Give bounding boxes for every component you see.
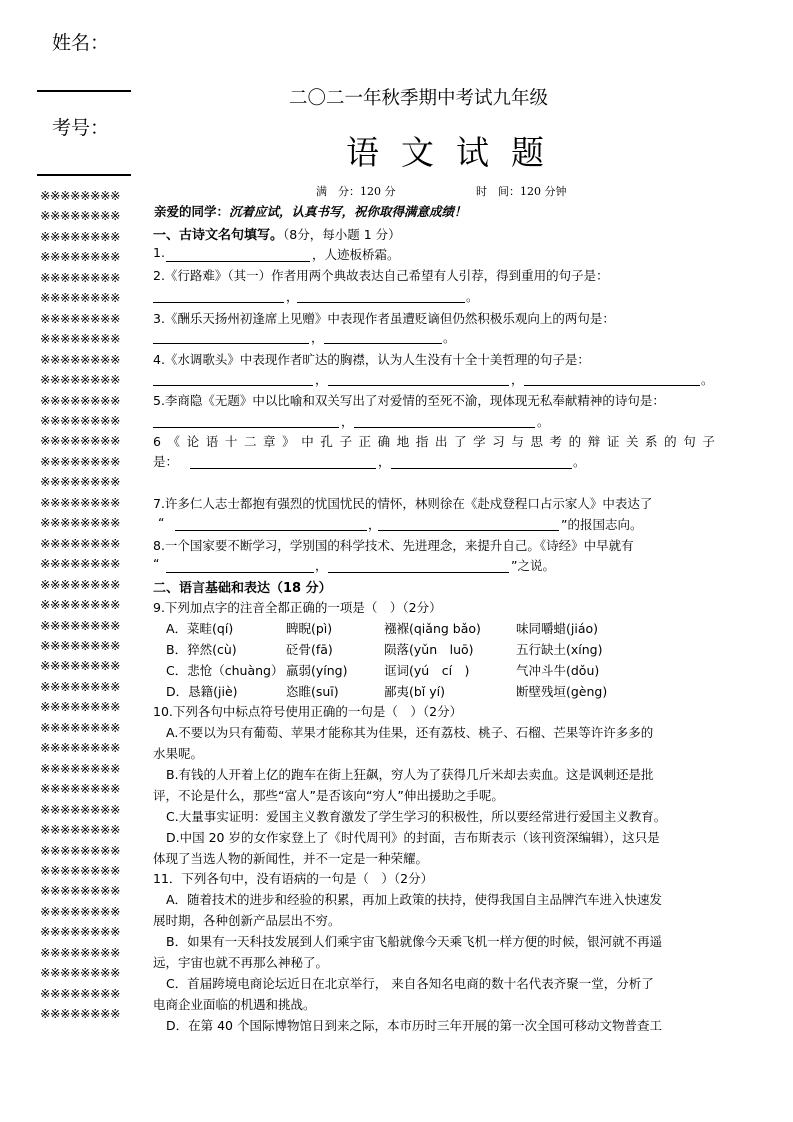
seal-mark-row: ※※※※※※※※ (40, 474, 121, 490)
q8-open-quote: “ (153, 556, 160, 571)
seal-mark-row: ※※※※※※※※ (40, 556, 121, 572)
q8-comma: ， (315, 558, 328, 573)
q10-option-c[interactable]: C.大量事实证明：爱国主义教育激发了学生学习的积极性，所以要经常进行爱国主义教育。 (166, 809, 667, 824)
q5-comma: ， (341, 414, 354, 429)
q6-blank-1[interactable] (190, 468, 376, 469)
q4-blank-2[interactable] (328, 385, 509, 386)
seal-mark-row: ※※※※※※※※ (40, 310, 121, 326)
seal-mark-row: ※※※※※※※※ (40, 453, 121, 469)
time-info: 时 间：120 分钟 (476, 185, 567, 198)
q9-option-a[interactable]: A．菜畦(qí) (166, 621, 234, 636)
seal-mark-row: ※※※※※※※※ (40, 965, 121, 981)
name-line[interactable] (37, 90, 131, 92)
q10-option-b[interactable]: B.有钱的人开着上亿的跑车在街上狂飙，穷人为了获得几斤米却去卖血。这是讽刺还是批 (166, 767, 654, 782)
q7-blank-2[interactable] (378, 530, 559, 531)
q11-option-d[interactable]: D．在第 40 个国际博物馆日到来之际，本市历时三年开展的第一次全国可移动文物普查工 (166, 1018, 662, 1033)
seal-mark-row: ※※※※※※※※ (40, 576, 121, 592)
seal-mark-row: ※※※※※※※※ (40, 883, 121, 899)
subject-title: 语文试题 (346, 133, 566, 172)
seal-mark-row: ※※※※※※※※ (40, 637, 121, 653)
q10-option-b-cont: 评，不论是什么，那些“富人”是否该向“穷人”伸出援助之手呢。 (153, 788, 504, 803)
q10-option-a[interactable]: A.不要以为只有葡萄、苹果才能称其为佳果，还有荔枝、桃子、石榴、芒果等许许多多的 (166, 725, 654, 740)
seal-mark-row: ※※※※※※※※ (40, 719, 121, 735)
seal-mark-row: ※※※※※※※※ (40, 822, 121, 838)
q7-blank-1[interactable] (175, 530, 367, 531)
q10-option-a-cont: 水果呢。 (153, 746, 204, 761)
q5-blank-2[interactable] (354, 427, 535, 428)
q9-text: 9.下列加点字的注音全都正确的一项是（ ）（2分） (153, 600, 442, 615)
name-label: 姓名： (52, 32, 110, 54)
greeting-lead: 亲爱的同学： (154, 204, 230, 219)
q6-period: 。 (573, 454, 586, 469)
q9-option-item: 砭骨(fā) (286, 642, 333, 657)
seal-mark-row: ※※※※※※※※ (40, 535, 121, 551)
greeting-body: 沉着应试，认真书写，祝你取得满意成绩！ (229, 204, 467, 219)
seal-mark-row: ※※※※※※※※ (40, 249, 121, 265)
score-info: 满 分：120 分 (316, 185, 396, 198)
q9-option-item: 羸弱(yíng) (286, 663, 348, 678)
q7-text: 7.许多仁人志士都抱有强烈的忧国忧民的情怀，林则徐在《赴戍登程口占示家人》中表达了 (153, 496, 653, 511)
q7-comma: ， (368, 517, 381, 532)
q11-option-c-cont: 电商企业面临的机遇和挑战。 (153, 997, 316, 1012)
q3-comma: ， (311, 330, 324, 345)
q2-comma: ， (286, 289, 299, 304)
q9-option-item: 恣睢(suī) (286, 684, 339, 699)
q10-option-d[interactable]: D.中国 20 岁的女作家登上了《时代周刊》的封面，吉布斯表示（该刊资深编辑），这只是 (166, 830, 660, 845)
q11-option-a[interactable]: A．随着技术的进步和经验的积累，再加上政策的扶持，使得我国自主品牌汽车进入快速发 (166, 892, 663, 907)
seal-mark-row: ※※※※※※※※ (40, 597, 121, 613)
id-label: 考号： (52, 117, 110, 139)
seal-mark-row: ※※※※※※※※ (40, 760, 121, 776)
q8-text: 8.一个国家要不断学习，学别国的科学技术、先进理念，来提升自己。《诗经》中早就有 (153, 538, 634, 553)
q2-period: 。 (466, 289, 479, 304)
q3-blank-2[interactable] (324, 343, 442, 344)
q2-text: 2.《行路难》（其一）作者用两个典故表达自己希望有人引荐，得到重用的句子是： (153, 268, 609, 283)
q8-end: ”之说。 (511, 558, 555, 573)
q4-comma-1: ， (315, 372, 328, 387)
q9-option-item: 睥睨(pì) (286, 621, 333, 636)
q8-blank-1[interactable] (166, 572, 314, 573)
q9-option-d[interactable]: D．恳籍(jiè) (166, 684, 238, 699)
seal-mark-row: ※※※※※※※※ (40, 617, 121, 633)
seal-mark-row: ※※※※※※※※ (40, 944, 121, 960)
q10-text: 10.下列各句中标点符号使用正确的一句是（ ）（2分） (153, 704, 463, 719)
q3-period: 。 (443, 330, 456, 345)
q3-text: 3.《酬乐天扬州初逢席上见赠》中表现作者虽遭贬谪但仍然积极乐观向上的两句是： (153, 311, 615, 326)
q9-option-item: 陨落(yǔn luō) (384, 642, 474, 657)
q9-option-item: 襁褓(qiǎng bǎo) (384, 621, 481, 636)
seal-mark-row: ※※※※※※※※ (40, 290, 121, 306)
seal-mark-row: ※※※※※※※※ (40, 1006, 121, 1022)
section-1-heading (153, 224, 401, 243)
q7-open-quote: “ (158, 515, 165, 530)
seal-mark-row: ※※※※※※※※ (40, 903, 121, 919)
seal-mark-row: ※※※※※※※※ (40, 331, 121, 347)
q6-comma: ， (378, 454, 391, 469)
section-2-title: 二、语言基础和表达（18 分） (153, 581, 332, 596)
seal-mark-row: ※※※※※※※※ (40, 842, 121, 858)
q6-text: 6《论语十二章》中孔子正确地指出了学习与思考的辩证关系的句子 (153, 434, 722, 449)
q9-option-item: 断壁残垣(gèng) (516, 684, 608, 699)
q5-blank-1[interactable] (153, 427, 339, 428)
seal-mark-row: ※※※※※※※※ (40, 658, 121, 674)
seal-mark-row: ※※※※※※※※ (40, 433, 121, 449)
seal-mark-row: ※※※※※※※※ (40, 985, 121, 1001)
id-line[interactable] (37, 174, 131, 176)
section-1-note: （8分，每小题 1 分） (283, 227, 401, 242)
q11-text: 11．下列各句中，没有语病的一句是（ ）（2分） (153, 871, 434, 886)
q10-option-d-cont: 体现了当选人物的新闻性，并不一定是一种荣耀。 (153, 851, 429, 866)
q5-text: 5.李商隐《无题》中以比喻和双关写出了对爱情的至死不渝，现体现无私奉献精神的诗句是： (153, 393, 665, 408)
seal-mark-row: ※※※※※※※※ (40, 801, 121, 817)
q11-option-c[interactable]: C．首届跨境电商论坛近日在北京举行， 来自各知名电商的数十名代表齐聚一堂，分析了 (166, 976, 654, 991)
q11-option-a-cont: 展时期，各种创新产品层出不穷。 (153, 913, 341, 928)
q11-option-b-cont: 远，宇宙也就不再那么神秘了。 (153, 955, 329, 970)
seal-mark-row: ※※※※※※※※ (40, 188, 121, 203)
q9-option-item: 诓词(yú cí ) (384, 663, 470, 678)
q9-option-item: 鄙夷(bǐ yí) (384, 684, 446, 699)
q3-blank-1[interactable] (153, 343, 309, 344)
q4-blank-1[interactable] (153, 385, 313, 386)
q11-option-b[interactable]: B．如果有一天科技发展到人们乘宇宙飞船就像今天乘飞机一样方便的时候，银河就不再遥 (166, 934, 663, 949)
q2-blank-2[interactable] (297, 302, 465, 303)
seal-mark-row: ※※※※※※※※ (40, 924, 121, 940)
seal-mark-row: ※※※※※※※※ (40, 269, 121, 285)
seal-mark-row: ※※※※※※※※ (40, 740, 121, 756)
seal-mark-row: ※※※※※※※※ (40, 699, 121, 715)
seal-mark-row: ※※※※※※※※ (40, 515, 121, 531)
seal-mark-row: ※※※※※※※※ (40, 208, 121, 224)
q6-blank-2[interactable] (391, 468, 572, 469)
seal-mark-row: ※※※※※※※※ (40, 494, 121, 510)
q4-text: 4.《水调歌头》中表现作者旷达的胸襟，认为人生没有十全十美哲理的句子是： (153, 352, 590, 367)
seal-mark-row: ※※※※※※※※ (40, 862, 121, 878)
q9-option-item: 气冲斗牛(dǒu) (516, 663, 600, 678)
seal-mark-row: ※※※※※※※※ (40, 781, 121, 797)
q7-end: ”的报国志向。 (561, 517, 643, 532)
seal-mark-row: ※※※※※※※※ (40, 392, 121, 408)
q9-option-b[interactable]: B．猝然(cù) (166, 642, 237, 657)
q9-option-c[interactable]: C．悲怆（chuàng） (166, 663, 284, 678)
q1-text: ，人迹板桥霜。 (312, 247, 400, 262)
q6-lead: 是： (153, 454, 179, 469)
seal-mark-row: ※※※※※※※※ (40, 372, 121, 388)
seal-mark-row: ※※※※※※※※ (40, 351, 121, 367)
greeting (154, 202, 467, 220)
q4-comma-2: ， (511, 372, 524, 387)
seal-mark-row: ※※※※※※※※ (40, 228, 121, 244)
q1-blank[interactable] (166, 261, 310, 262)
exam-title: 二〇二一年秋季期中考试九年级 (289, 88, 549, 109)
seal-line-column (40, 186, 130, 1025)
q1-number: 1. (153, 245, 165, 260)
q8-blank-2[interactable] (328, 572, 509, 573)
q9-option-item: 五行缺土(xíng) (516, 642, 603, 657)
seal-mark-row: ※※※※※※※※ (40, 412, 121, 428)
q5-period: 。 (537, 414, 550, 429)
section-1-title: 一、古诗文名句填写。 (153, 228, 284, 243)
q9-option-item: 味同嚼蜡(jiáo) (516, 621, 599, 636)
q2-blank-1[interactable] (153, 302, 284, 303)
q4-blank-3[interactable] (524, 385, 700, 386)
q4-period: 。 (701, 372, 714, 387)
seal-mark-row: ※※※※※※※※ (40, 678, 121, 694)
